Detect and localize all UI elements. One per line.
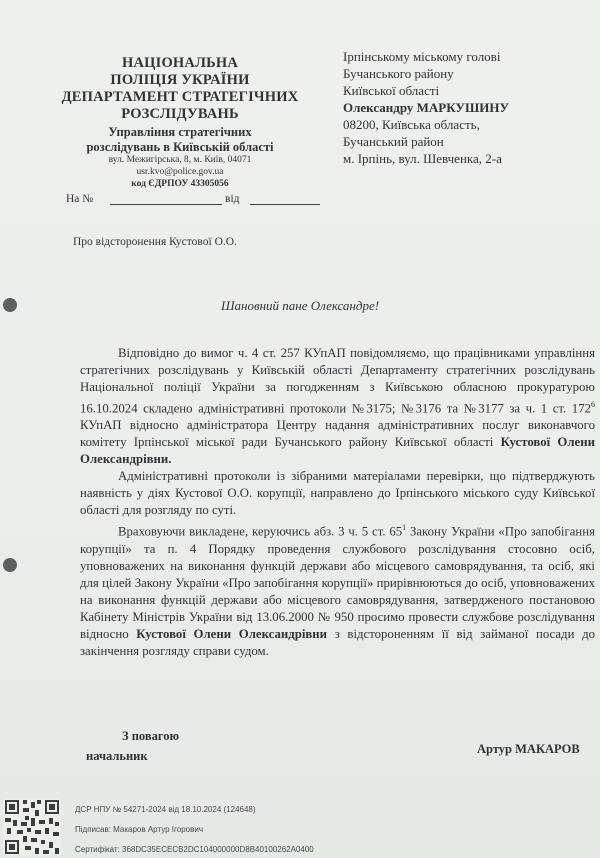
certificate-line: Сертифікат: 368DC35ECECB2DC104000000D8B40100262A0400 [75, 845, 314, 854]
body-person-name: Кустової Олени Олександрівни. [80, 435, 595, 467]
body-text: Враховуючи викладене, керуючись абз. 3 ч. 5 ст. 65 [118, 524, 403, 539]
body-text: КУпАП відносно адміністратора Центру надання адміністративних послуг виконавчого комітету Ірпінської міської ради Бучанського району Київської області [80, 418, 595, 450]
sender-unit-line: розслідувань в Київській області [86, 140, 274, 154]
body-paragraph [80, 345, 595, 468]
sender-org-line: ПОЛІЦІЯ УКРАЇНИ [110, 72, 250, 88]
qr-code-icon [3, 797, 61, 857]
recipient-block [343, 48, 593, 167]
signature-block [86, 726, 179, 766]
sender-org-line: РОЗСЛІДУВАНЬ [121, 106, 239, 122]
body-superscript: 1 [402, 523, 407, 533]
recipient-line: Ірпінському міському голові [343, 49, 501, 64]
body-text: Відповідно до вимог ч. 4 ст. 257 КУпАП повідомляємо, що працівниками управління стратегічних розслідувань у Київській області Департаменту стратегічних розслідувань Національної поліції України за погодженням з Київською обласною прокуратурою 16.10.2024 складено адміністративні протоколи №3175; №3176 та №3177 за ч. 1 ст. 172 [80, 346, 595, 416]
body-paragraph: Адміністративні протоколи із зібраними матеріалами перевірки, що підтверджують наявність у діях Кустової О.О. корупції, направлено до Ірпінського міського суду Київської області для розгляду по суті. [80, 469, 595, 518]
reg-number-blank [110, 195, 222, 205]
salutation: Шановний пане Олександре! [220, 298, 380, 313]
letter-body [80, 345, 595, 660]
recipient-name: Олександру МАРКУШИНУ [343, 100, 509, 115]
body-text: з відстороненням її від займаної посади до закінчення розгляду справи судом. [80, 626, 595, 658]
recipient-line: Бучанського району [343, 66, 454, 81]
sender-org-line: НАЦІОНАЛЬНА [121, 55, 239, 71]
recipient-address-line: Бучанський район [343, 134, 444, 149]
sender-email: usr.kvo@police.gov.ua [136, 166, 224, 177]
punch-hole [3, 558, 17, 572]
signer-position: начальник [86, 749, 148, 763]
reg-date-label: від [225, 193, 240, 205]
sender-unit-line: Управління стратегічних [108, 125, 252, 139]
body-text: Закону України «Про запобігання корупції» та п. 4 Порядку проведення службового розслідування стосовно осіб, уповноважених на виконання функцій держави або місцевого самоврядування, та осіб, які для цілей Закону України «Про запобігання корупції» прирівнюються до осіб, уповноважених на виконання функцій держави або місцевого самоврядування, затвердженого постановою Кабінету Міністрів України від 13.06.2000 № 950 просимо провести службове розслідування відносно [80, 524, 595, 641]
doc-registration-line: ДСР НПУ № 54271-2024 від 18.10.2024 (124648) [75, 805, 256, 814]
sender-org-line: ДЕПАРТАМЕНТ СТРАТЕГІЧНИХ [61, 89, 299, 105]
body-superscript: 6 [591, 400, 595, 409]
sender-edrpou: код ЄДРПОУ 43305056 [131, 179, 229, 189]
signer-name: Артур МАКАРОВ [477, 742, 580, 756]
regards-text: З повагою [122, 729, 180, 743]
recipient-address-line: м. Ірпінь, вул. Шевченка, 2-а [343, 151, 502, 166]
body-person-name: Кустової Олени Олександрівни [136, 626, 328, 641]
registration-line [66, 193, 320, 205]
recipient-line: Київської області [343, 83, 440, 98]
reg-date-blank [250, 195, 320, 205]
sender-letterhead [60, 55, 300, 190]
body-paragraph [80, 519, 595, 659]
digital-signature-metadata [75, 800, 314, 858]
signed-by-line: Підписав: Макаров Артур Ігорович [75, 825, 203, 834]
letter-subject: Про відсторонення Кустової О.О. [73, 236, 237, 248]
reg-number-label: На № [66, 193, 94, 205]
recipient-address-line: 08200, Київська область, [343, 117, 480, 132]
sender-address: вул. Межигірська, 8, м. Київ, 04071 [108, 155, 252, 165]
